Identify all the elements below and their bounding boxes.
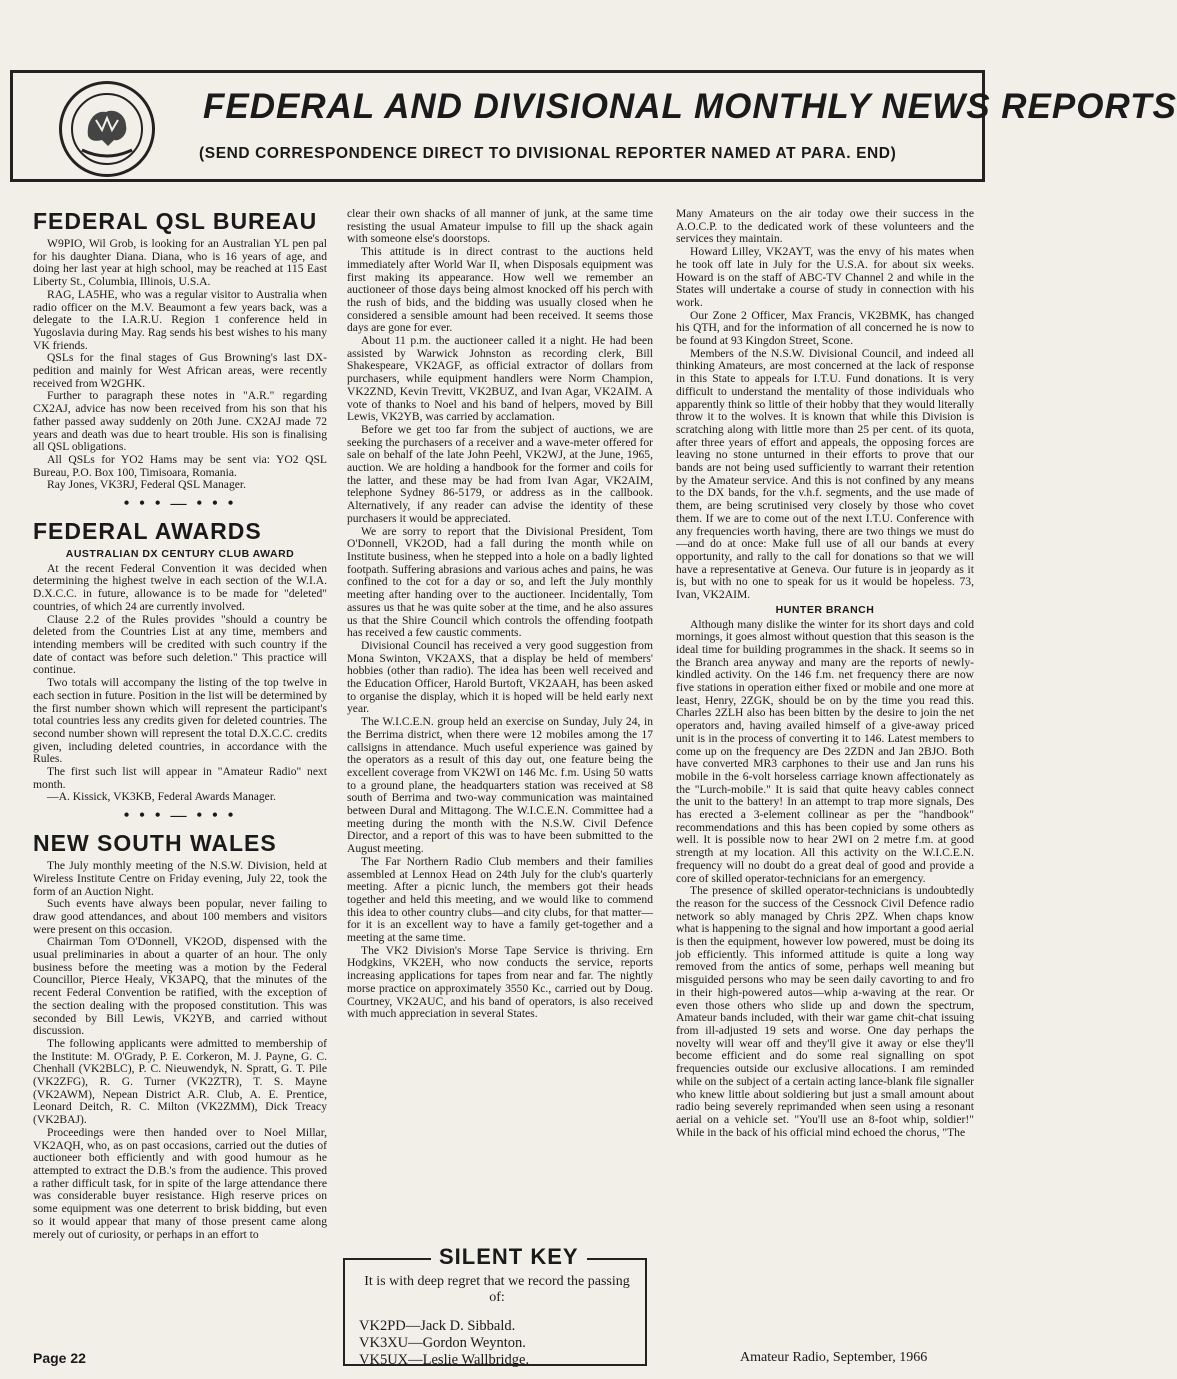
hunter-branch-heading: HUNTER BRANCH [775, 603, 875, 616]
nsw-paragraph: The July monthly meeting of the N.S.W. Division, held at Wireless Institute Centre on Friday evening, July 22, took the form of an Auction Night. [33, 859, 327, 898]
awards-paragraph: Two totals will accompany the listing of the top twelve in each section in future. Position in the list will be determined by the first number shown which will represent the participant's total countries less any credits given for deleted countries. The second number shown will represent the total D.X.C.C. credits given, including deleted countries, in accordance with the Rules. [33, 676, 327, 766]
nsw-paragraph: The following applicants were admitted to membership of the Institute: M. O'Grady, P. E. Corkeron, M. J. Payne, G. C. Chenhall (VK2BLC), P. C. Nieuwendyk, N. Spratt, G. T. Pile (VK2ZFG), R. G. Turner (VK2ZTR), T. S. Mayne (VK2AWM), Nepean District A.R. Club, A. E. Prentice, Leonard Deitch, R. C. Milton (VK2ZMM), Dick Treacy (VK2BAJ). [33, 1036, 327, 1127]
header-banner [10, 70, 1177, 182]
hunter-paragraph: The presence of skilled operator-technicians is undoubtedly the reason for the success of the Cessnock Civil Defence radio network so ably managed by Chris 2PZ. When chaps know what is happening to the signal and how important a good aerial is then the equipment, however low powered, must be doing its job efficiently. This informed attitude is quite a long way removed from the antics of some, perhaps well meaning but misguided persons who may be seen daily cavorting to and fro in their high-powered autos—whip a-waving at the rear. Or even those others who slide up and down the spectrum, Amateur bands included, with their war game chit-chat issuing from ill-adjusted 19 sets and worse. One day perhaps the novelty will wear off and they'll give it away or else they'll become efficient and do some real signalling on spot frequencies outside our exclusive allocations. I am reminded while on the subject of a certain acting lance-blank file signaller who knew little about soldiering but just a small amount about radio being severely reprimanded when seen using a resonant aerial on a vehicle set. "You'll use an 8-foot whip, soldier!" While in the back of his official mind echoed the chorus, "The [676, 884, 974, 1139]
nsw-paragraph: About 11 p.m. the auctioneer called it a night. He had been assisted by Warwick Johnston as recording clerk, Bill Shakespeare, VK2AGF, as official extractor of dollars from purchasers, while equipment handlers were Norm Champion, VK2ZND, Kevin Trevitt, VK2BUZ, and Ivan Agar, VK2AIM. A vote of thanks to Noel and his band of helpers, moved by Bill Lewis, VK2YB, was carried by acclamation. [347, 334, 653, 424]
silent-key-name: VK2PD—Jack D. Sibbald. [359, 1318, 516, 1334]
qsl-paragraph: RAG, LA5HE, who was a regular visitor to Australia when radio officer on the M.V. Beaumont a few years back, was a delegate to the I.A.R.U. Region 1 conference held in Yugoslavia during May. Rag sends his best wishes to his many VK friends. [33, 287, 327, 352]
qsl-paragraph: W9PIO, Wil Grob, is looking for an Australian YL pen pal for his daughter Diana. Diana, who is 16 years of age, and doing her last year at high school, may be reached at 115 East Liberty St., Columbia, Illinois, U.S.A. [33, 237, 327, 289]
awards-paragraph: At the recent Federal Convention it was decided when determining the highest twelve in each section of the W.I.A. D.X.C.C. in future, allowance is to be made for "deleted" countries, of which 24 are currently involved. [33, 561, 327, 613]
qsl-paragraph: All QSLs for YO2 Hams may be sent via: YO2 QSL Bureau, P.O. Box 100, Timisoara, Romania. [33, 452, 327, 479]
nsw-paragraph: Howard Lilley, VK2AYT, was the envy of his mates when he took off late in July for the U.S.A. for about six weeks. Howard is on the staff of ABC-TV Channel 2 and while in the States will undertake a course of study in connection with his work. [676, 245, 974, 309]
awards-paragraph: The first such list will appear in "Amateur Radio" next month. [33, 765, 327, 791]
nsw-paragraph: Such events have always been popular, never failing to draw good attendances, and about 100 members and visitors were present on this occasion. [33, 897, 327, 936]
section-divider: • • • — • • • [123, 495, 237, 513]
awards-paragraph: Clause 2.2 of the Rules provides "should a country be deleted from the Countries List at any time, members and intending members will be credited with such country if the date of contact was before such deletion." This practice will continue. [33, 612, 327, 677]
nsw-paragraph: The VK2 Division's Morse Tape Service is thriving. Ern Hodgkins, VK2EH, who now conducts the service, reports increasing applications for tapes from near and far. The nightly morse practice on approximately 3550 Kc., carried out by Doug. Courtney, VK2AUC, and his band of operators, is also received with much appreciation in several States. [347, 943, 653, 1021]
silent-key-names [359, 1318, 529, 1369]
silent-key-name: VK3XU—Gordon Weynton. [359, 1335, 526, 1351]
nsw-paragraph: We are sorry to report that the Divisional President, Tom O'Donnell, VK2OD, had a fall during the month while on Institute business, when he stepped into a hole on a badly lighted footpath. Suffering abrasions and various aches and pains, he was confined to the cot for a day or so, and left the July monthly meeting after handing over to the auctioneer. Incidentally, Tom assures us that he was quite sober at the time, and he also assures us that the Shire Council which controls the offending footpath has received a few caustic comments. [347, 524, 653, 640]
nsw-paragraph: Before we get too far from the subject of auctions, we are seeking the purchasers of a receiver and a wave-meter offered for sale on behalf of the late John Peehl, VK2WJ, at the June, 1965, auction. We are holding a handbook for the former and coils for the latter, and these may be had from Ivan Agar, VK2AIM, telephone Sydney 86-5179, or address as in the callbook. Alternatively, if any reader can advise the identity of these purchasers it would be appreciated. [347, 422, 653, 525]
nsw-paragraph: Divisional Council has received a very good suggestion from Mona Swinton, VK2AXS, that a display be held of members' hobbies (other than radio). The idea has been well received and the Education Officer, Harold Burtoft, VK2AAH, has been asked to organise the display, which it is hoped will be held early next year. [347, 638, 653, 716]
awards-signature: —A. Kissick, VK3KB, Federal Awards Manager. [47, 790, 276, 804]
qsl-paragraph: QSLs for the final stages of Gus Browning's last DX-pedition and mainly for West African areas, were recently received from W2GHK. [33, 351, 327, 390]
section-divider: • • • — • • • [123, 807, 237, 825]
nsw-paragraph: Chairman Tom O'Donnell, VK2OD, dispensed with the usual preliminaries in about a quarter of an hour. The only business before the meeting was a motion by the Federal Councillor, Pierce Healy, VK3APQ, that the minutes of the recent Federal Convention be ratified, with the exception of the section dealing with the proposed constitution. This was seconded by Bill Lewis, VK2YB, and carried without discussion. [33, 935, 327, 1038]
awards-subheading: AUSTRALIAN DX CENTURY CLUB AWARD [65, 548, 295, 561]
column-2 [347, 208, 653, 1021]
nsw-paragraph: The Far Northern Radio Club members and their families assembled at Lennox Head on 24th July for the club's quarterly meeting. After a picnic lunch, the members got their heads together and held this meeting, and we would like to commend this idea to other country clubs—and city clubs, for that matter—for it is an excellent way to have a family get-together and a meeting at the same time. [347, 854, 653, 945]
nsw-paragraph: The W.I.C.E.N. group held an exercise on Sunday, July 24, in the Berrima district, when there were 12 mobiles among the 17 callsigns in attendance. Much useful experience was gained by the operators as a result of this day out, one feature being the excellent coverage from VK2WI on 146 Mc. f.m. Using 50 watts to a ground plane, the headquarters station was received at S8 south of Berrima and two-way communication was maintained between Dural and Mittagong. The W.I.C.E.N. Committee had a meeting during the month with the N.S.W. Civil Defence Director, and a report of this was to have been submitted to the August meeting. [347, 715, 653, 856]
header-subtitle: (SEND CORRESPONDENCE DIRECT TO DIVISIONAL REPORTER NAMED AT PARA. END) [199, 145, 897, 162]
page-number: Page 22 [33, 1350, 86, 1366]
hunter-paragraph: Although many dislike the winter for its short days and cold mornings, it goes almost without question that this season is the ideal time for building programmes in the shack. It seems so in the Branch area anyway and many are the reports of newly-kindled activity. On the 146 f.m. net frequency there are now five stations in operation either fixed or mobile and one more at least, Henry, 2ZGK, should be on by the time you read this. Charles 2ZLH also has been bitten by the desire to join the net operators and, having availed himself of a give-away priced unit is in the process of converting it to 146. Latest members to come up on the frequency are Des 2ZDN and Jan 2BJO. Both have converted MR3 carphones to their use and Jan runs his mobile in the 6-volt horseless carriage known affectionately as the "Lurch-mobile." It is said that quite heavy cables connect the unit to the battery! In an attempt to trap more signals, Des has erected a 3-element collinear as per the "handbook" recommendations and this has been copied by some others as well. It is possible now to hear 2WI on 2 metre f.m. at good strength at my location. All this activity on the W.I.C.E.N. frequency will no doubt do a great deal of good and provide a core of skilled operator-technicians for an emergency. [676, 617, 974, 885]
header-title: FEDERAL AND DIVISIONAL MONTHLY NEWS REPORTS [203, 87, 1177, 126]
column-1 [33, 208, 327, 1241]
issue-line: Amateur Radio, September, 1966 [740, 1350, 928, 1365]
nsw-paragraph: Our Zone 2 Officer, Max Francis, VK2BMK, has changed his QTH, and for the information of all concerned he is now to be found at 93 Kingdon Street, Scone. [676, 308, 974, 348]
nsw-paragraph: Members of the N.S.W. Divisional Council, and indeed all thinking Amateurs, are most concerned at the lack of response in this State to appeals for I.T.U. Fund donations. It is very difficult to understand the mentality of those individuals who apparently think so little of their hobby that they would literally throw it to the wolves. It is known that while this Division is scratching along with little more than 25 per cent. of its quota, after three years of effort and appeals, the opposing forces are leaving no stone unturned in their efforts to prove that our bands are not being used sufficiently to warrant their retention by the Amateur service. And this is not confined by any means to the DX bands, for the v.h.f. segments, and the use made of them, are being scrutinised very closely by those who covet them. If we are to come out of the next I.T.U. Conference with any frequencies worth having, there are two things we must do—and do at once: Make full use of all our bands at every opportunity, and rally to the call for donations so that we will have a representative at Geneva. Our future is in jeopardy as it is, but with no one to speak for us it would be hopeless. 73, Ivan, VK2AIM. [676, 346, 974, 602]
nsw-paragraph: This attitude is in direct contrast to the auctions held immediately after World War II, when Disposals equipment was first making its appearance. How well we remember an auctioneer of those days being almost knocked off his perch with the rush of bids, and the bidding was usually closed when he considered a sensible amount had been received. It seems those days are gone for ever. [347, 245, 653, 335]
nsw-paragraph: clear their own shacks of all manner of junk, at the same time resisting the usual Amateur impulse to fill up the shack again with someone else's doorstops. [347, 207, 653, 246]
section-heading-awards: FEDERAL AWARDS [33, 518, 262, 545]
section-heading-qsl: FEDERAL QSL BUREAU [33, 208, 318, 234]
silent-key-box [343, 1244, 647, 1368]
column-3 [676, 208, 974, 1139]
qsl-signature: Ray Jones, VK3RJ, Federal QSL Manager. [47, 478, 247, 492]
qsl-paragraph: Further to paragraph these notes in "A.R." regarding CX2AJ, advice has now been received from his son that his father passed away suddenly on 20th June. CX2AJ made 72 years and death was due to heart trouble. His son is finalising all QSL obligations. [33, 389, 327, 454]
silent-key-intro: It is with deep regret that we record the passing of: [364, 1274, 630, 1305]
nsw-paragraph: Proceedings were then handed over to Noel Millar, VK2AQH, who, as on past occasions, carried out the duties of auctioneer both efficiently and with good humour as he attempted to extract the D.B.'s from the audience. This proved a rather difficult task, for in spite of the large attendance there was considerable buyer resistance. High reserve prices on some equipment was one deterrent to brisk bidding, but even so it would appear that many of those present came along merely out of curiosity, or perhaps in an effort to [33, 1125, 327, 1241]
nsw-paragraph: Many Amateurs on the air today owe their success in the A.O.C.P. to the dedicated work of these volunteers and the services they maintain. [676, 207, 974, 246]
silent-key-name: VK5UX—Leslie Wallbridge. [359, 1352, 530, 1368]
section-heading-nsw: NEW SOUTH WALES [33, 830, 277, 857]
wia-emblem-icon [59, 81, 155, 177]
silent-key-title: SILENT KEY [431, 1244, 587, 1270]
